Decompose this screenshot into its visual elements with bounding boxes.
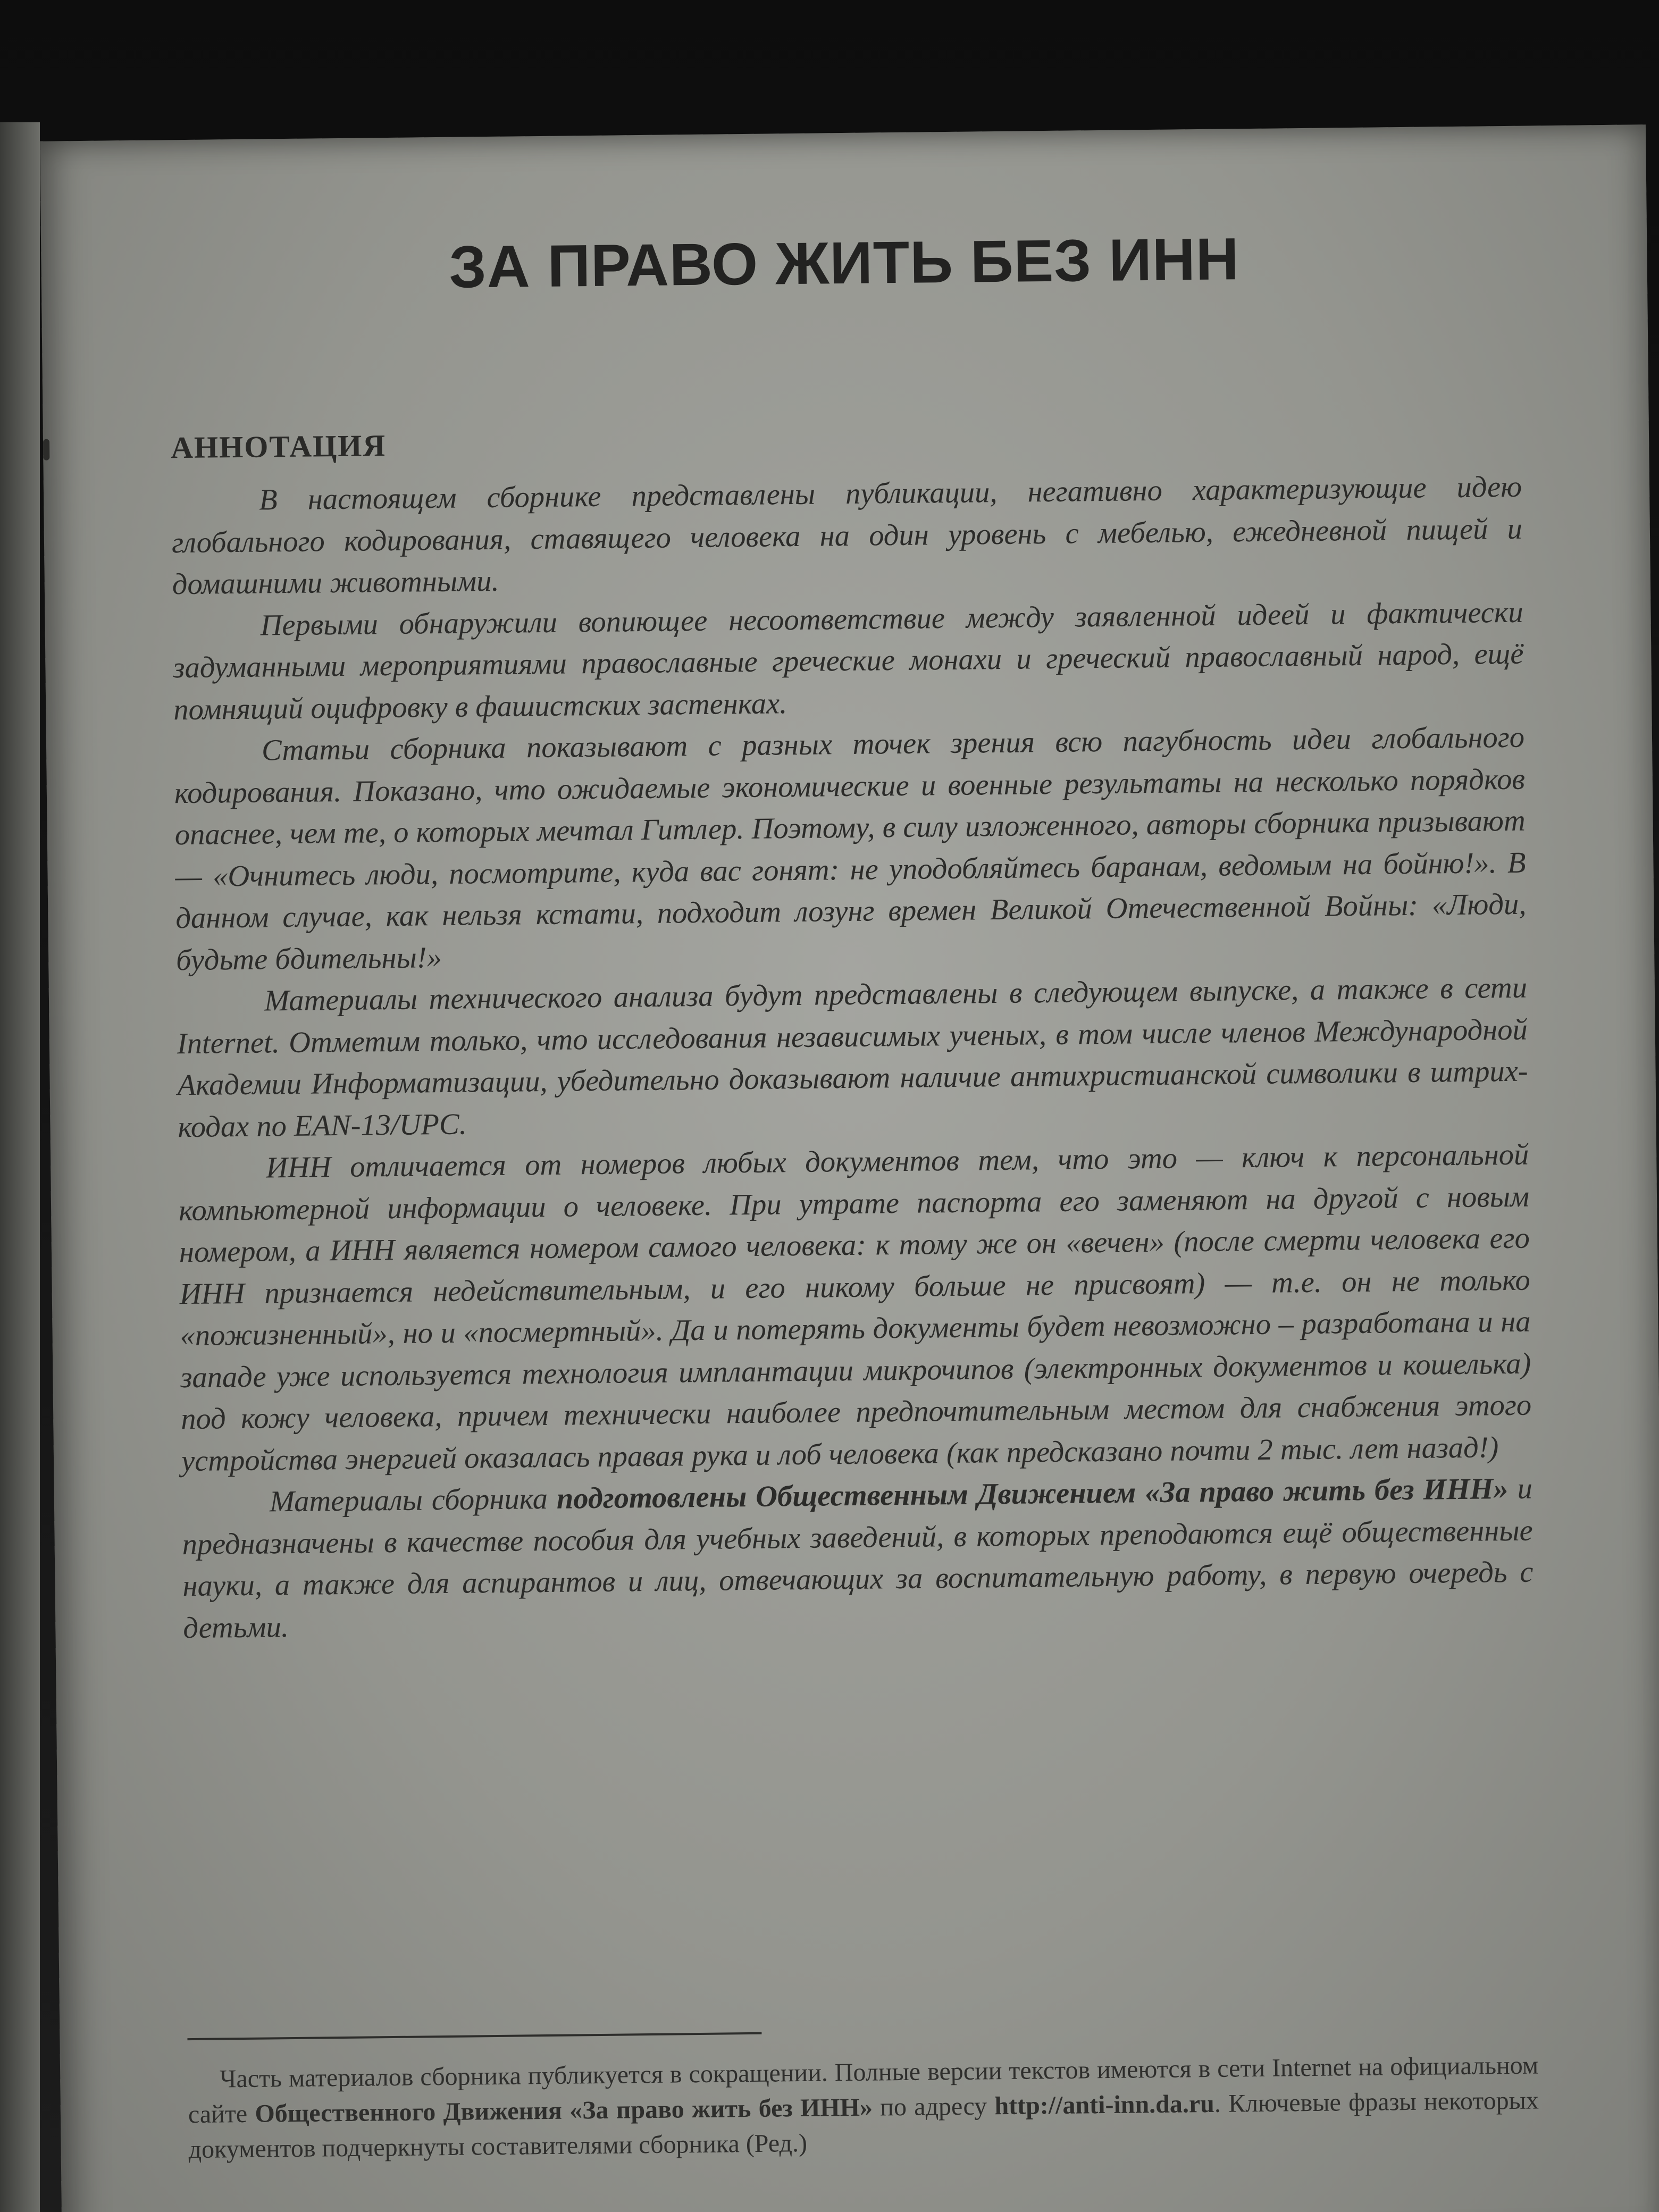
footnote-bold-movement: Общественного Движения «За право жить без ИНН» <box>255 2093 873 2128</box>
previous-page-edge <box>0 122 40 2212</box>
annotation-heading: АННОТАЦИЯ <box>170 428 387 465</box>
annotation-body <box>171 466 1534 1649</box>
paragraph-6-lead: Материалы сборника <box>269 1482 557 1519</box>
footnote-divider <box>187 2032 761 2040</box>
paragraph-1: В настоящем сборнике представлены публикации, негативно характеризующие идею глобального кодирования, ставящего человека на один уровень с мебелью, ежедневной пищей и домашними животными. <box>171 470 1523 601</box>
paragraph-3: Статьи сборника показывают с разных точек зрения всю пагубность идеи глобального кодирования. Показано, что ожидаемые экономические и военные результаты на несколько порядков опаснее, чем те, о которых мечтал Гитлер. Поэтому, в силу изложенного, авторы сборника призывают — «Очнитесь люди, посмотрите, куда вас гонят: не уподобляйтесь баранам, ведомым на бойню!». В данном случае, как нельзя кстати, подходит лозунг времен Великой Отечественной Войны: «Люди, будьте бдительны!» <box>174 720 1527 977</box>
footnote-url: http://anti-inn.da.ru <box>994 2089 1215 2121</box>
paragraph-6-bold: подготовлены Общественным Движением «За право жить без ИНН» <box>556 1472 1509 1515</box>
book-page <box>40 124 1659 2212</box>
paragraph-5: ИНН отличается от номеров любых документов тем, что это — ключ к персональной компьютерной информации о человеке. При утрате паспорта его заменяют на другой с новым номером, а ИНН является номером самого человека: к тому же он «вечен» (после смерти человека его ИНН признается недействительным, и его никому больше не присвоят) — т.е. он не только «пожизненный», но и «посмертный». Да и потерять документы будет невозможно – разработана и на западе уже используется технология имплантации микрочипов (электронных документов и кошелька) под кожу человека, причем технически наиболее предпочтительным местом для снабжения этого устройства энергией оказалась правая рука и лоб человека (как предсказано почти 2 тыс. лет назад!) <box>178 1138 1532 1478</box>
paragraph-6 <box>182 1468 1534 1649</box>
paragraph-4: Материалы технического анализа будут представлены в следующем выпуске, а также в сети Internet. Отметим только, что исследования независимых ученых, в том числе членов Международной Академии Информатизации, убедительно доказывают наличие антихристианской символики в штрих-кодах по EAN-13/UPC. <box>177 971 1528 1144</box>
page-title: ЗА ПРАВО ЖИТЬ БЕЗ ИНН <box>448 225 1240 300</box>
paragraph-2: Первыми обнаружили вопиющее несоответствие между заявленной идеей и фактически задуманными мероприятиями православные греческие монахи и греческий православный народ, ещё помнящий оцифровку в фашистских застенках. <box>173 596 1524 726</box>
footnote-part-1: Часть материалов сборника публикуется в сокращении. Полные версии текстов имеются в сети Internet на официальном сайте <box>188 2051 1539 2129</box>
binding-hole-mark <box>43 439 49 460</box>
footnote-part-2: по адресу <box>872 2092 995 2122</box>
footnote <box>188 2048 1539 2168</box>
paragraph-6-tail: и предназначены в качестве пособия для учебных заведений, в которых преподаются ещё общественные науки, а также для аспирантов и лиц, отвечающих за воспитательную работу, в первую очередь с детьми. <box>182 1472 1534 1645</box>
footnote-part-3: . Ключевые фразы некоторых документов подчеркнуты составителями сборника (Ред.) <box>188 2086 1539 2164</box>
